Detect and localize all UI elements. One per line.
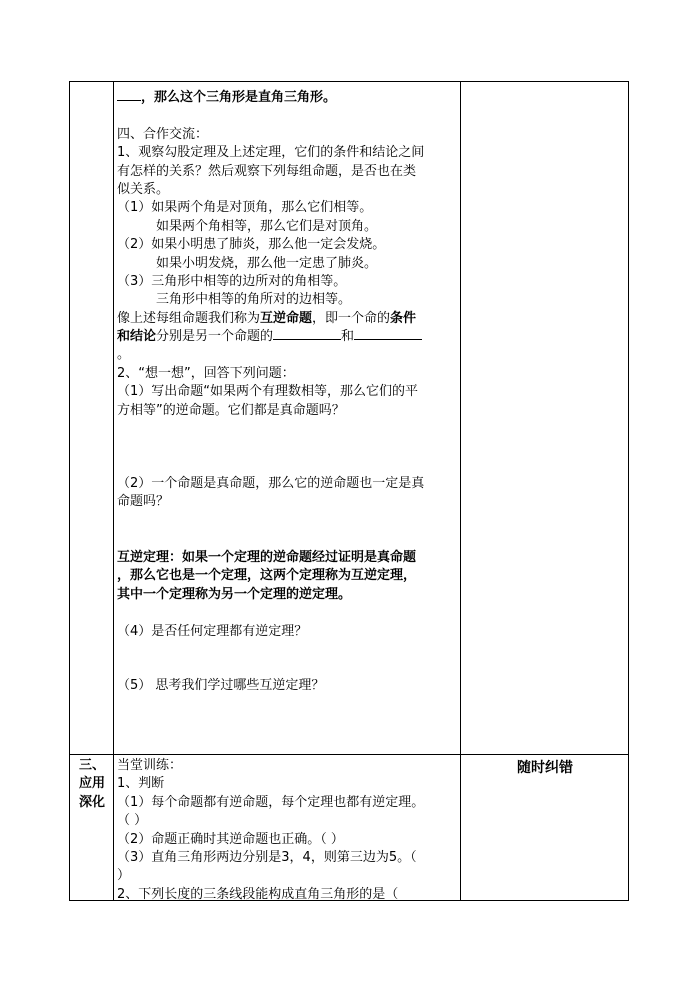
theorem-line: 互逆定理：如果一个定理的逆命题经过证明是真命题 [117,549,417,565]
row1-content [117,89,459,696]
judge-item-continued: （ ） [117,813,148,829]
column-divider-1 [113,81,114,901]
q5-line: （5） 思考我们学过哪些互逆定理？ [117,678,325,694]
table-left-border [69,81,70,901]
proposition-b: 如果小明发烧，那么他一定患了肺炎。 [156,255,378,271]
judge-title: 1、判断 [117,776,165,792]
judge-item-continued: ） [117,868,131,884]
q2-1-line: （1）写出命题“如果两个有理数相等，那么它们的平 [117,384,419,400]
converse-definition-line2: 和结论分别是另一个命题的 和 [117,328,459,346]
proposition-a: （3）三角形中相等的边所对的角相等。 [117,273,347,289]
q2-2-line: 命题吗？ [117,494,170,510]
q1-line: 似关系。 [117,181,170,197]
q2-1-line: 方相等”的逆命题。它们都是真命题吗？ [117,402,345,418]
row-divider [69,754,629,755]
section-tag-line: 应用 [78,776,105,792]
converse-definition-line3: 。 [117,347,131,363]
fill-blank [273,339,341,340]
section-tag [73,757,111,812]
q1-line: 1、观察勾股定理及上述定理，它们的条件和结论之间 [117,145,425,161]
column-divider-2 [460,81,461,901]
lesson-table [69,81,629,901]
exercise-title: 当堂训练： [117,758,183,773]
proposition-b: 如果两个角相等，那么它们是对顶角。 [156,218,378,234]
proposition-b: 三角形中相等的角所对的边相等。 [156,292,352,308]
proposition-a: （1）如果两个角是对顶角，那么它们相等。 [117,200,373,216]
q2-title: 2、“想一想”，回答下列问题： [117,365,295,381]
table-top-border [69,81,629,82]
q2-2-line: （2）一个命题是真命题，那么它的逆命题也一定是真 [117,476,425,492]
judge-item: （2）命题正确时其逆命题也正确。（ ） [117,831,344,847]
judge-item: （1）每个命题都有逆命题，每个定理也都有逆定理。 [117,794,425,810]
section-tag-line: 三、 [78,758,105,773]
row2-content [117,757,459,904]
section-tag-line: 深化 [78,794,105,810]
fill-blank [354,339,422,340]
theorem-line: 其中一个定理称为另一个定理的逆定理。 [117,586,352,602]
intro-line: ，那么这个三角形是直角三角形。 [117,89,459,107]
converse-definition-line1: 像上述每组命题我们称为互逆命题，即一个命的条件 [117,310,417,326]
judge-item: （3）直角三角形两边分别是3，4，则第三边为5。（ [117,849,417,865]
q1-line: 有怎样的关系？然后观察下列每组命题，是否也在类 [117,163,417,179]
question-2: 2、下列长度的三条线段能构成直角三角形的是（ [117,886,399,902]
q4-line: （4）是否任何定理都有逆定理？ [117,623,308,639]
theorem-line: ，那么它也是一个定理，这两个定理称为互逆定理， [117,568,417,584]
answer-blank [117,100,141,101]
table-right-border [628,81,629,901]
teacher-note: 随时纠错 [517,760,573,776]
section-title: 四、合作交流： [117,126,209,142]
proposition-a: （2）如果小明患了肺炎，那么他一定会发烧。 [117,237,386,253]
